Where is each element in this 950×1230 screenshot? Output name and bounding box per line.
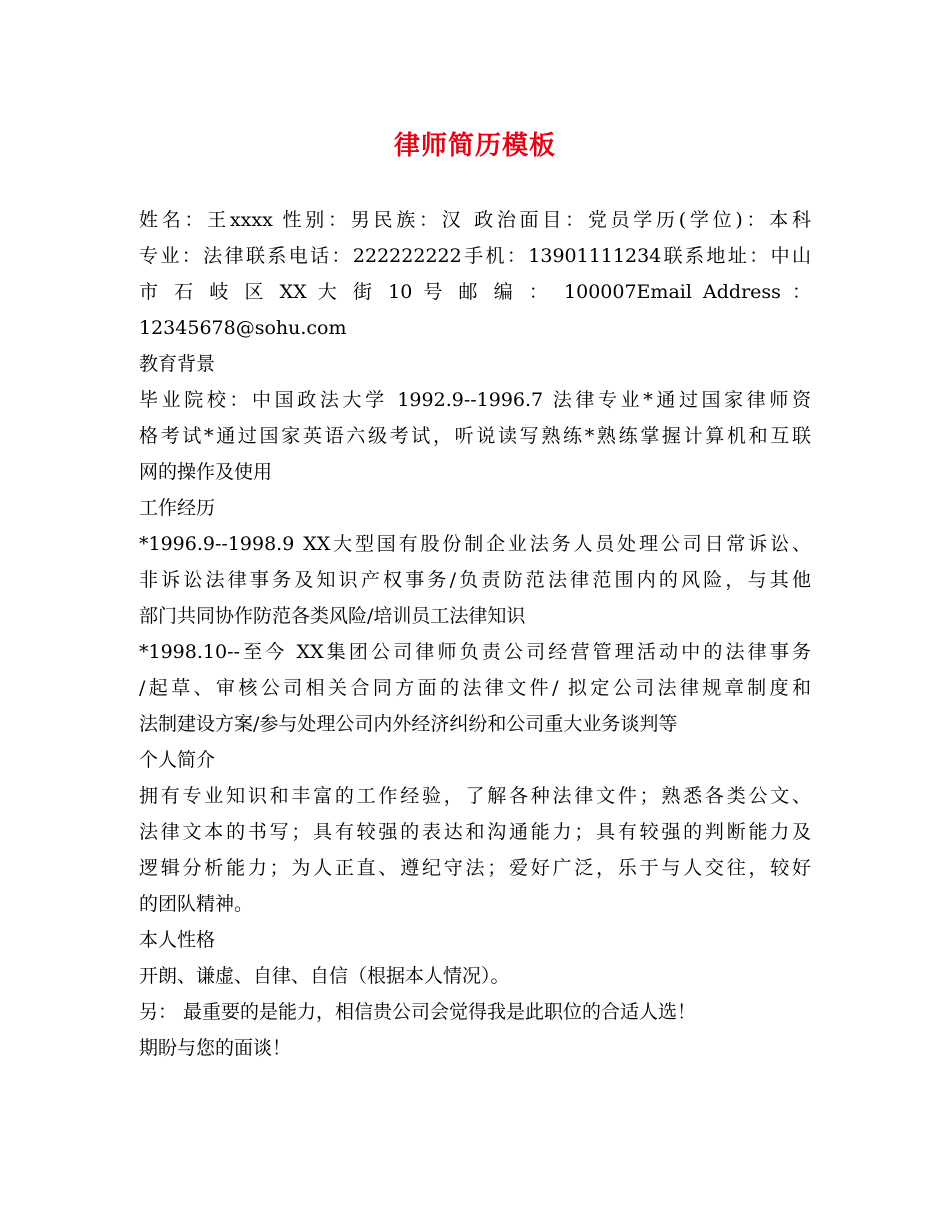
- profile-section: [139, 742, 811, 922]
- character-line: 另： 最重要的是能力，相信贵公司会觉得我是此职位的合适人选！: [139, 1001, 697, 1023]
- profile-line: 逻辑分析能力；为人正直、遵纪守法；爱好广泛，乐于与人交往，较好: [139, 857, 811, 879]
- profile-line: 的团队精神。: [139, 893, 254, 915]
- section-heading: 本人性格: [139, 929, 216, 951]
- education-line: 网的操作及使用: [139, 461, 273, 483]
- personal-line: 姓名：王xxxx 性别：男民族：汉 政治面目：党员学历(学位)：本科: [139, 209, 811, 231]
- education-line: 毕业院校：中国政法大学 1992.9--1996.7 法律专业*通过国家律师资: [139, 389, 811, 411]
- character-section: [139, 922, 811, 1066]
- education-line: 格考试*通过国家英语六级考试，听说读写熟练*熟练掌握计算机和互联: [139, 425, 811, 447]
- profile-line: 拥有专业知识和丰富的工作经验，了解各种法律文件；熟悉各类公文、: [139, 785, 811, 807]
- section-heading: 教育背景: [139, 353, 216, 375]
- work-line: 部门共同协作防范各类风险/培训员工法律知识: [139, 605, 526, 627]
- work-line: 非诉讼法律事务及知识产权事务/负责防范法律范围内的风险，与其他: [139, 569, 811, 591]
- section-heading: 个人简介: [139, 749, 216, 771]
- personal-info: [139, 202, 811, 346]
- personal-line: 市 石 岐 区 XX 大 街 10 号 邮 编 ： 100007Email Address ：: [139, 281, 811, 303]
- work-line: 法制建设方案/参与处理公司内外经济纠纷和公司重大业务谈判等: [139, 713, 678, 735]
- profile-line: 法律文本的书写；具有较强的表达和沟通能力；具有较强的判断能力及: [139, 821, 811, 843]
- section-heading: 工作经历: [139, 497, 216, 519]
- character-line: 开朗、谦虚、自律、自信（根据本人情况）。: [139, 965, 510, 987]
- document-body: [139, 202, 811, 1066]
- work-line: *1996.9--1998.9 XX大型国有股份制企业法务人员处理公司日常诉讼、: [139, 533, 811, 555]
- personal-email-line: 12345678@sohu.com: [139, 317, 347, 339]
- character-line: 期盼与您的面谈！: [139, 1037, 292, 1059]
- education-section: [139, 346, 811, 490]
- document-title: 律师简历模板: [393, 131, 556, 161]
- work-line: *1998.10--至今 XX集团公司律师负责公司经营管理活动中的法律事务: [139, 641, 811, 663]
- work-line: /起草、审核公司相关合同方面的法律文件/ 拟定公司法律规章制度和: [139, 677, 811, 699]
- personal-line: 专业：法律联系电话：222222222手机：13901111234联系地址：中山: [139, 245, 811, 267]
- work-section: [139, 490, 811, 742]
